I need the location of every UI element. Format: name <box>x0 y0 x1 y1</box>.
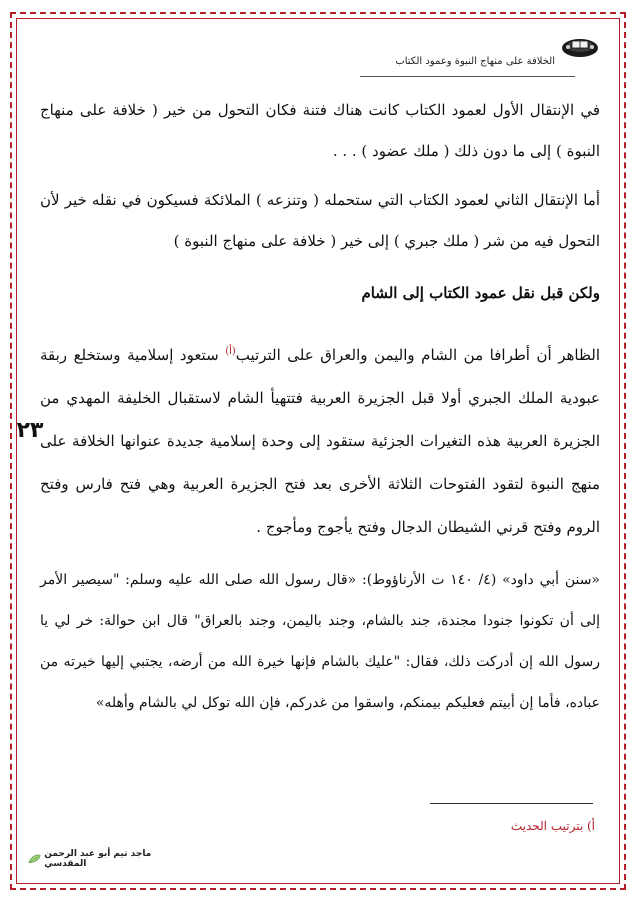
paragraph-sham-start: الظاهر أن أطرافا من الشام واليمن والعراق على الترتيب <box>235 346 600 364</box>
leaf-icon <box>28 854 41 864</box>
page-number: ٢٣ <box>16 418 44 443</box>
author-name: ماجد تيم أبو عبد الرحمن المقدسي <box>44 849 152 869</box>
footnote: أ) بترتيب الحديث <box>510 819 595 833</box>
paragraph-first-transition: في الإنتقال الأول لعمود الكتاب كانت هناك فتنة فكان التحول من خير ( خلافة على منهاج النبوة ) إلى ما دون ذلك ( ملك عضود ) . . . <box>40 101 600 160</box>
paragraph-sham <box>40 330 600 549</box>
paragraph-sham-rest: ستعود إسلامية وستخلع ربقة عبودية الملك الجبري أولا قبل الجزيرة العربية فتتهيأ الشام لاستقبال الخليفة المهدي من الجزيرة العربية هذه التغيرات الجزئية ستقود إلى وحدة إسلامية جديدة عنوانها الخلافة على منهج النبوة لتقود الفتوحات الثلاثة الأخرى بعد فتح الجزيرة العربية وهي فتح فارس وفتح الروم وفتح قرني الشيطان الدجال وفتح يأجوج ومأجوج . <box>40 346 600 536</box>
author-signature <box>28 850 188 868</box>
hadith-quote: «سنن أبي داود» (٤/ ١٤٠ ت الأرناؤوط): «قال رسول الله صلى الله عليه وسلم: "سيصير الأمر إلى أن تكونوا جنودا مجندة، جند بالشام، وجند باليمن، وجند بالعراق" قال ابن حوالة: خر لي يا رسول الله إن أدركت ذلك، فقال: "عليك بالشام فإنها خيرة الله من أرضه، يجتبي إليها خيرته من عباده، فأما إن أبيتم فعليكم بيمنكم، واسقوا من غدركم، فإن الله توكل لي بالشام وأهله» <box>40 572 600 711</box>
header-title: الخلافة على منهاج النبوة وعمود الكتاب <box>395 56 555 67</box>
section-heading: ولكن قبل نقل عمود الكتاب إلى الشام <box>361 284 600 302</box>
header-divider <box>360 76 575 77</box>
footnote-divider <box>430 803 593 804</box>
paragraph-second-transition: أما الإنتقال الثاني لعمود الكتاب التي ستحمله ( وتنزعه ) الملائكة فسيكون في نقله خير لأن التحول فيه من شر ( ملك جبري ) إلى خير ( خلافة على منهاج النبوة ) <box>40 191 600 250</box>
footnote-reference[interactable]: (أ) <box>225 346 236 357</box>
book-emblem-icon <box>560 33 600 59</box>
